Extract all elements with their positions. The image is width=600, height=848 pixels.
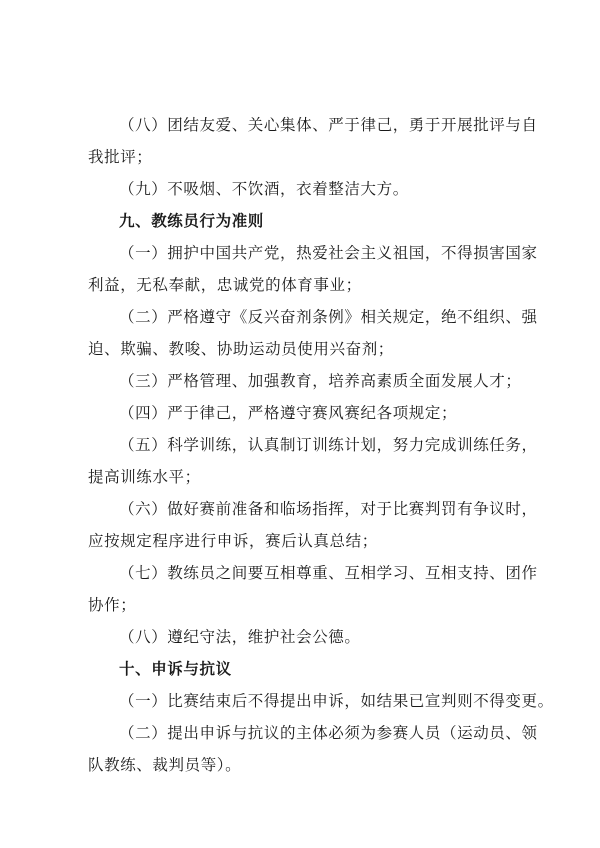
- coach-clause-7-line-1: （七）教练员之间要互相尊重、互相学习、互相支持、团作: [119, 564, 538, 582]
- coach-clause-6-line-1: （六）做好赛前准备和临场指挥，对于比赛判罚有争议时，: [119, 500, 538, 518]
- clause-9-line: （九）不吸烟、不饮酒，衣着整洁大方。: [119, 180, 409, 198]
- clause-8-line-1: （八）团结友爱、关心集体、严于律己，勇于开展批评与自: [119, 116, 538, 134]
- coach-clause-7-line-2: 协作；: [88, 596, 137, 614]
- coach-clause-2-line-2: 迫、欺骗、教唆、协助运动员使用兴奋剂；: [88, 340, 394, 358]
- appeal-clause-2-line-1: （二）提出申诉与抗议的主体必须为参赛人员（运动员、领: [119, 724, 538, 742]
- clause-8-line-2: 我批评；: [88, 148, 153, 166]
- coach-clause-3-line: （三）严格管理、加强教育，培养高素质全面发展人才；: [119, 372, 522, 390]
- coach-clause-8-line: （八）遵纪守法，维护社会公德。: [119, 628, 361, 646]
- coach-clause-5-line-1: （五）科学训练，认真制订训练计划，努力完成训练任务，: [119, 436, 538, 454]
- coach-clause-6-line-2: 应按规定程序进行申诉，赛后认真总结；: [88, 532, 378, 550]
- coach-clause-5-line-2: 提高训练水平；: [88, 468, 201, 486]
- coach-clause-2-line-1: （二）严格遵守《反兴奋剂条例》相关规定，绝不组织、强: [119, 308, 538, 326]
- coach-clause-1-line-1: （一）拥护中国共产党，热爱社会主义祖国，不得损害国家: [119, 244, 538, 262]
- section-heading-appeals: 十、申诉与抗议: [119, 660, 232, 678]
- section-heading-coach-conduct: 九、教练员行为准则: [119, 212, 264, 230]
- appeal-clause-1-line: （一）比赛结束后不得提出申诉，如结果已宣判则不得变更。: [119, 692, 554, 710]
- coach-clause-1-line-2: 利益，无私奉献，忠诚党的体育事业；: [88, 276, 362, 294]
- coach-clause-4-line: （四）严于律己，严格遵守赛风赛纪各项规定；: [119, 404, 458, 422]
- document-body: [88, 109, 554, 781]
- appeal-clause-2-line-2: 队教练、裁判员等）。: [88, 756, 242, 774]
